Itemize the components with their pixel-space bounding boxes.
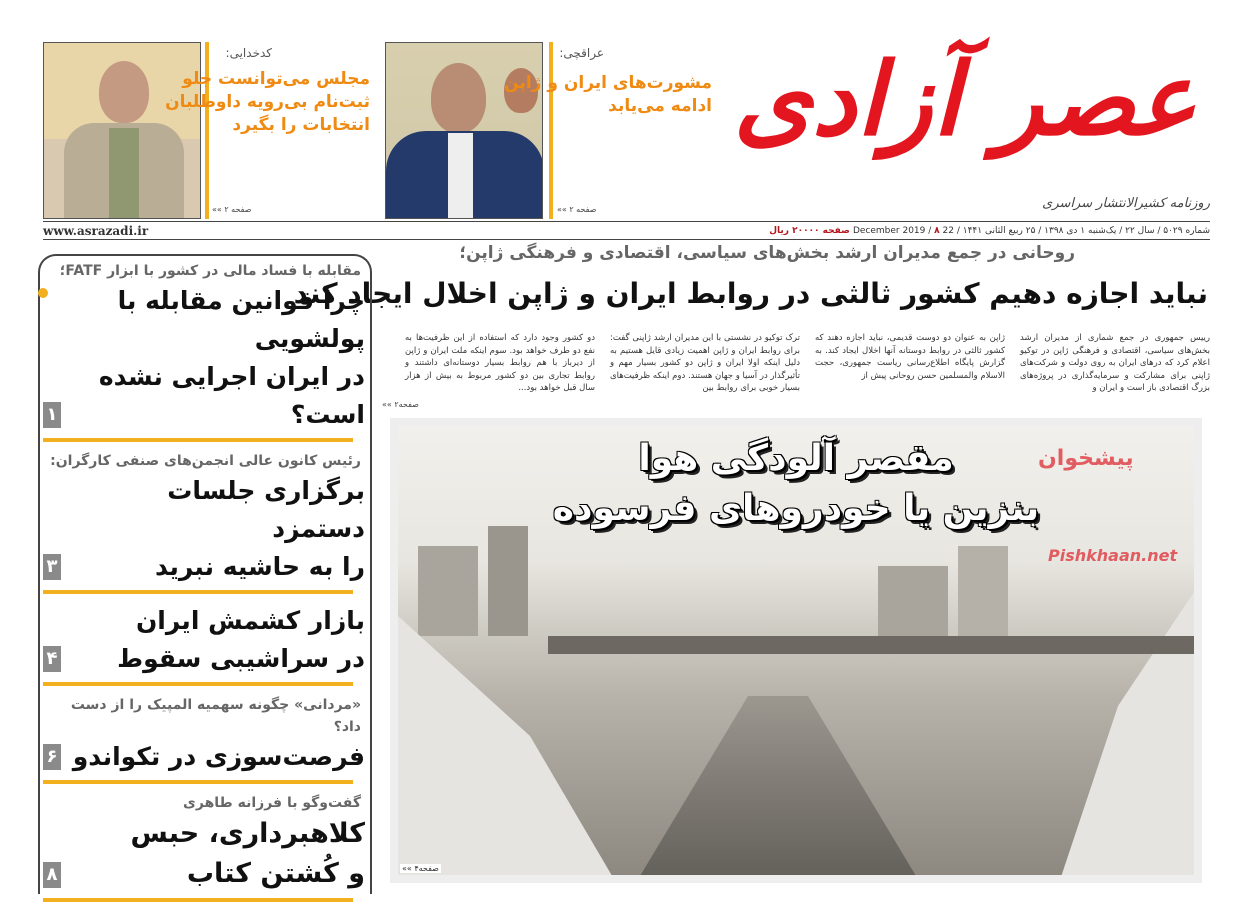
page-ref[interactable]: صفحه۲ »» (382, 400, 419, 409)
lead-headline[interactable]: نباید اجازه دهیم کشور ثالثی در روابط ایران و ژاپن اخلال ایجاد کند (293, 277, 1208, 310)
website-url[interactable]: www.asrazadi.ir (43, 224, 149, 238)
photo-araghchi (385, 42, 543, 219)
sidebar-kicker: مقابله با فساد مالی در کشور با ابزار FATF؛ (59, 263, 361, 279)
divider (43, 239, 1210, 240)
watermark: پیشخوان (1038, 446, 1134, 471)
page-number-badge: ۳ (43, 554, 61, 580)
article-column: ترک توکیو در نشستی با این مدیران ارشد ژاپنی گفت: برای روابط ایران و ژاپن اهمیت زیادی قایل هستیم به دلیل اینکه اولا ایران و ژاپن دو کشور بسیار مهم و تأثیرگذار در آسیا و جهان هستند. دوم اینکه ظرفیت‌های بسیار خوبی برای روابط بین (609, 333, 800, 393)
sidebar-headline[interactable]: کلاهبرداری، حبس و کُشتن کتاب (130, 818, 365, 889)
divider (43, 438, 353, 442)
accent-bar (549, 42, 553, 219)
photo-headline[interactable]: مقصر آلودگی هوا (638, 438, 954, 479)
sidebar-headline[interactable]: چرا قوانین مقابله با پولشویی در ایران اجرایی نشده است؟ (98, 286, 365, 429)
divider (43, 898, 353, 902)
sidebar-headline[interactable]: برگزاری جلسات دستمزد را به حاشیه نبرید (155, 476, 365, 581)
page-number-badge: ۴ (43, 646, 61, 672)
article-column: رییس جمهوری در جمع شماری از مدیران ارشد بخش‌های سیاسی، اقتصادی و فرهنگی ژاپن در توکیو اعلام کرد که درهای ایران به روی دولت و شرکت‌های ژاپنی برای مشارکت و سرمایه‌گذاری در پروژه‌های بزرگ اقتصادی باز است و ایران و (1020, 333, 1210, 393)
article-column: ژاپن به عنوان دو دوست قدیمی، نباید اجازه دهند که کشور ثالثی در روابط دوستانه آنها اخلال ایجاد کند. به گزارش پایگاه اطلاع‌رسانی ریاست جمهوری، حجت الاسلام والمسلمین حسن روحانی پیش از (815, 333, 1005, 381)
sidebar-headline[interactable]: بازار کشمش ایران در سراشیبی سقوط (117, 606, 365, 673)
sidebar-kicker: «مردانی» چگونه سهمیه المپیک را از دست داد؟ (70, 697, 361, 735)
sidebar-story (43, 450, 365, 594)
page-ref[interactable]: صفحه ۲ »» (212, 205, 252, 214)
divider (43, 682, 353, 686)
story-kicker: عراقچی: (559, 46, 604, 60)
smog-highway-photo (390, 418, 1202, 883)
sidebar-story (43, 602, 365, 686)
watermark-url: Pishkhaan.net (1048, 546, 1178, 565)
photo-headline[interactable]: بنزین یا خودروهای فرسوده (552, 488, 1040, 529)
sidebar (43, 260, 365, 910)
sidebar-headline[interactable]: فرصت‌سوزی در تکواندو (72, 742, 365, 771)
divider (43, 221, 1210, 222)
divider (43, 780, 353, 784)
page-number-badge: ۱ (43, 402, 61, 428)
sidebar-kicker: رئیس کانون عالی انجمن‌های صنفی کارگران: (50, 453, 361, 469)
sidebar-story (43, 694, 365, 784)
story-headline[interactable]: مشورت‌های ایران و ژاپن ادامه می‌یابد (504, 73, 712, 116)
sidebar-story (43, 260, 365, 442)
divider (43, 590, 353, 594)
page-ref[interactable]: صفحه۴ »» (402, 864, 439, 873)
masthead-subtitle: روزنامه کشیرالانتشار سراسری (1042, 196, 1210, 211)
page-number-badge: ۶ (43, 744, 61, 770)
sidebar-kicker: گفت‌وگو با فرزانه طاهری (183, 795, 361, 811)
page-ref[interactable]: صفحه ۲ »» (557, 205, 597, 214)
story-kicker: کدخدایی: (225, 46, 272, 60)
newspaper-logo: عصر آزادی (733, 41, 1197, 158)
lead-supertitle: روحانی در جمع مدیران ارشد بخش‌های سیاسی، اقتصادی و فرهنگی ژاپن؛ (459, 243, 1075, 263)
issue-info: شماره ۵۰۲۹ / سال ۲۲ / یک‌شنبه ۱ دی ۱۳۹۸ / ۲۵ ربیع الثانی ۱۴۴۱ / 22 December 2019 / ۸ صفحه ۲۰۰۰۰ ریال (769, 226, 1210, 236)
article-column: دو کشور وجود دارد که استفاده از این ظرفیت‌ها به نفع دو طرف خواهد بود. سوم اینکه ملت ایران و ژاپن از دیرباز با هم روابط بسیار دوستانه‌ای داشتند و روابط تجاری بین دو کشور مربوط به بیش از هزار سال قبل خواهد بود... (405, 333, 595, 393)
story-headline[interactable]: مجلس می‌توانست جلو ثبت‌نام بی‌رویه داوطلبان انتخابات را بگیرد (165, 69, 370, 135)
sidebar-story (43, 792, 365, 902)
page-number-badge: ۸ (43, 862, 61, 888)
